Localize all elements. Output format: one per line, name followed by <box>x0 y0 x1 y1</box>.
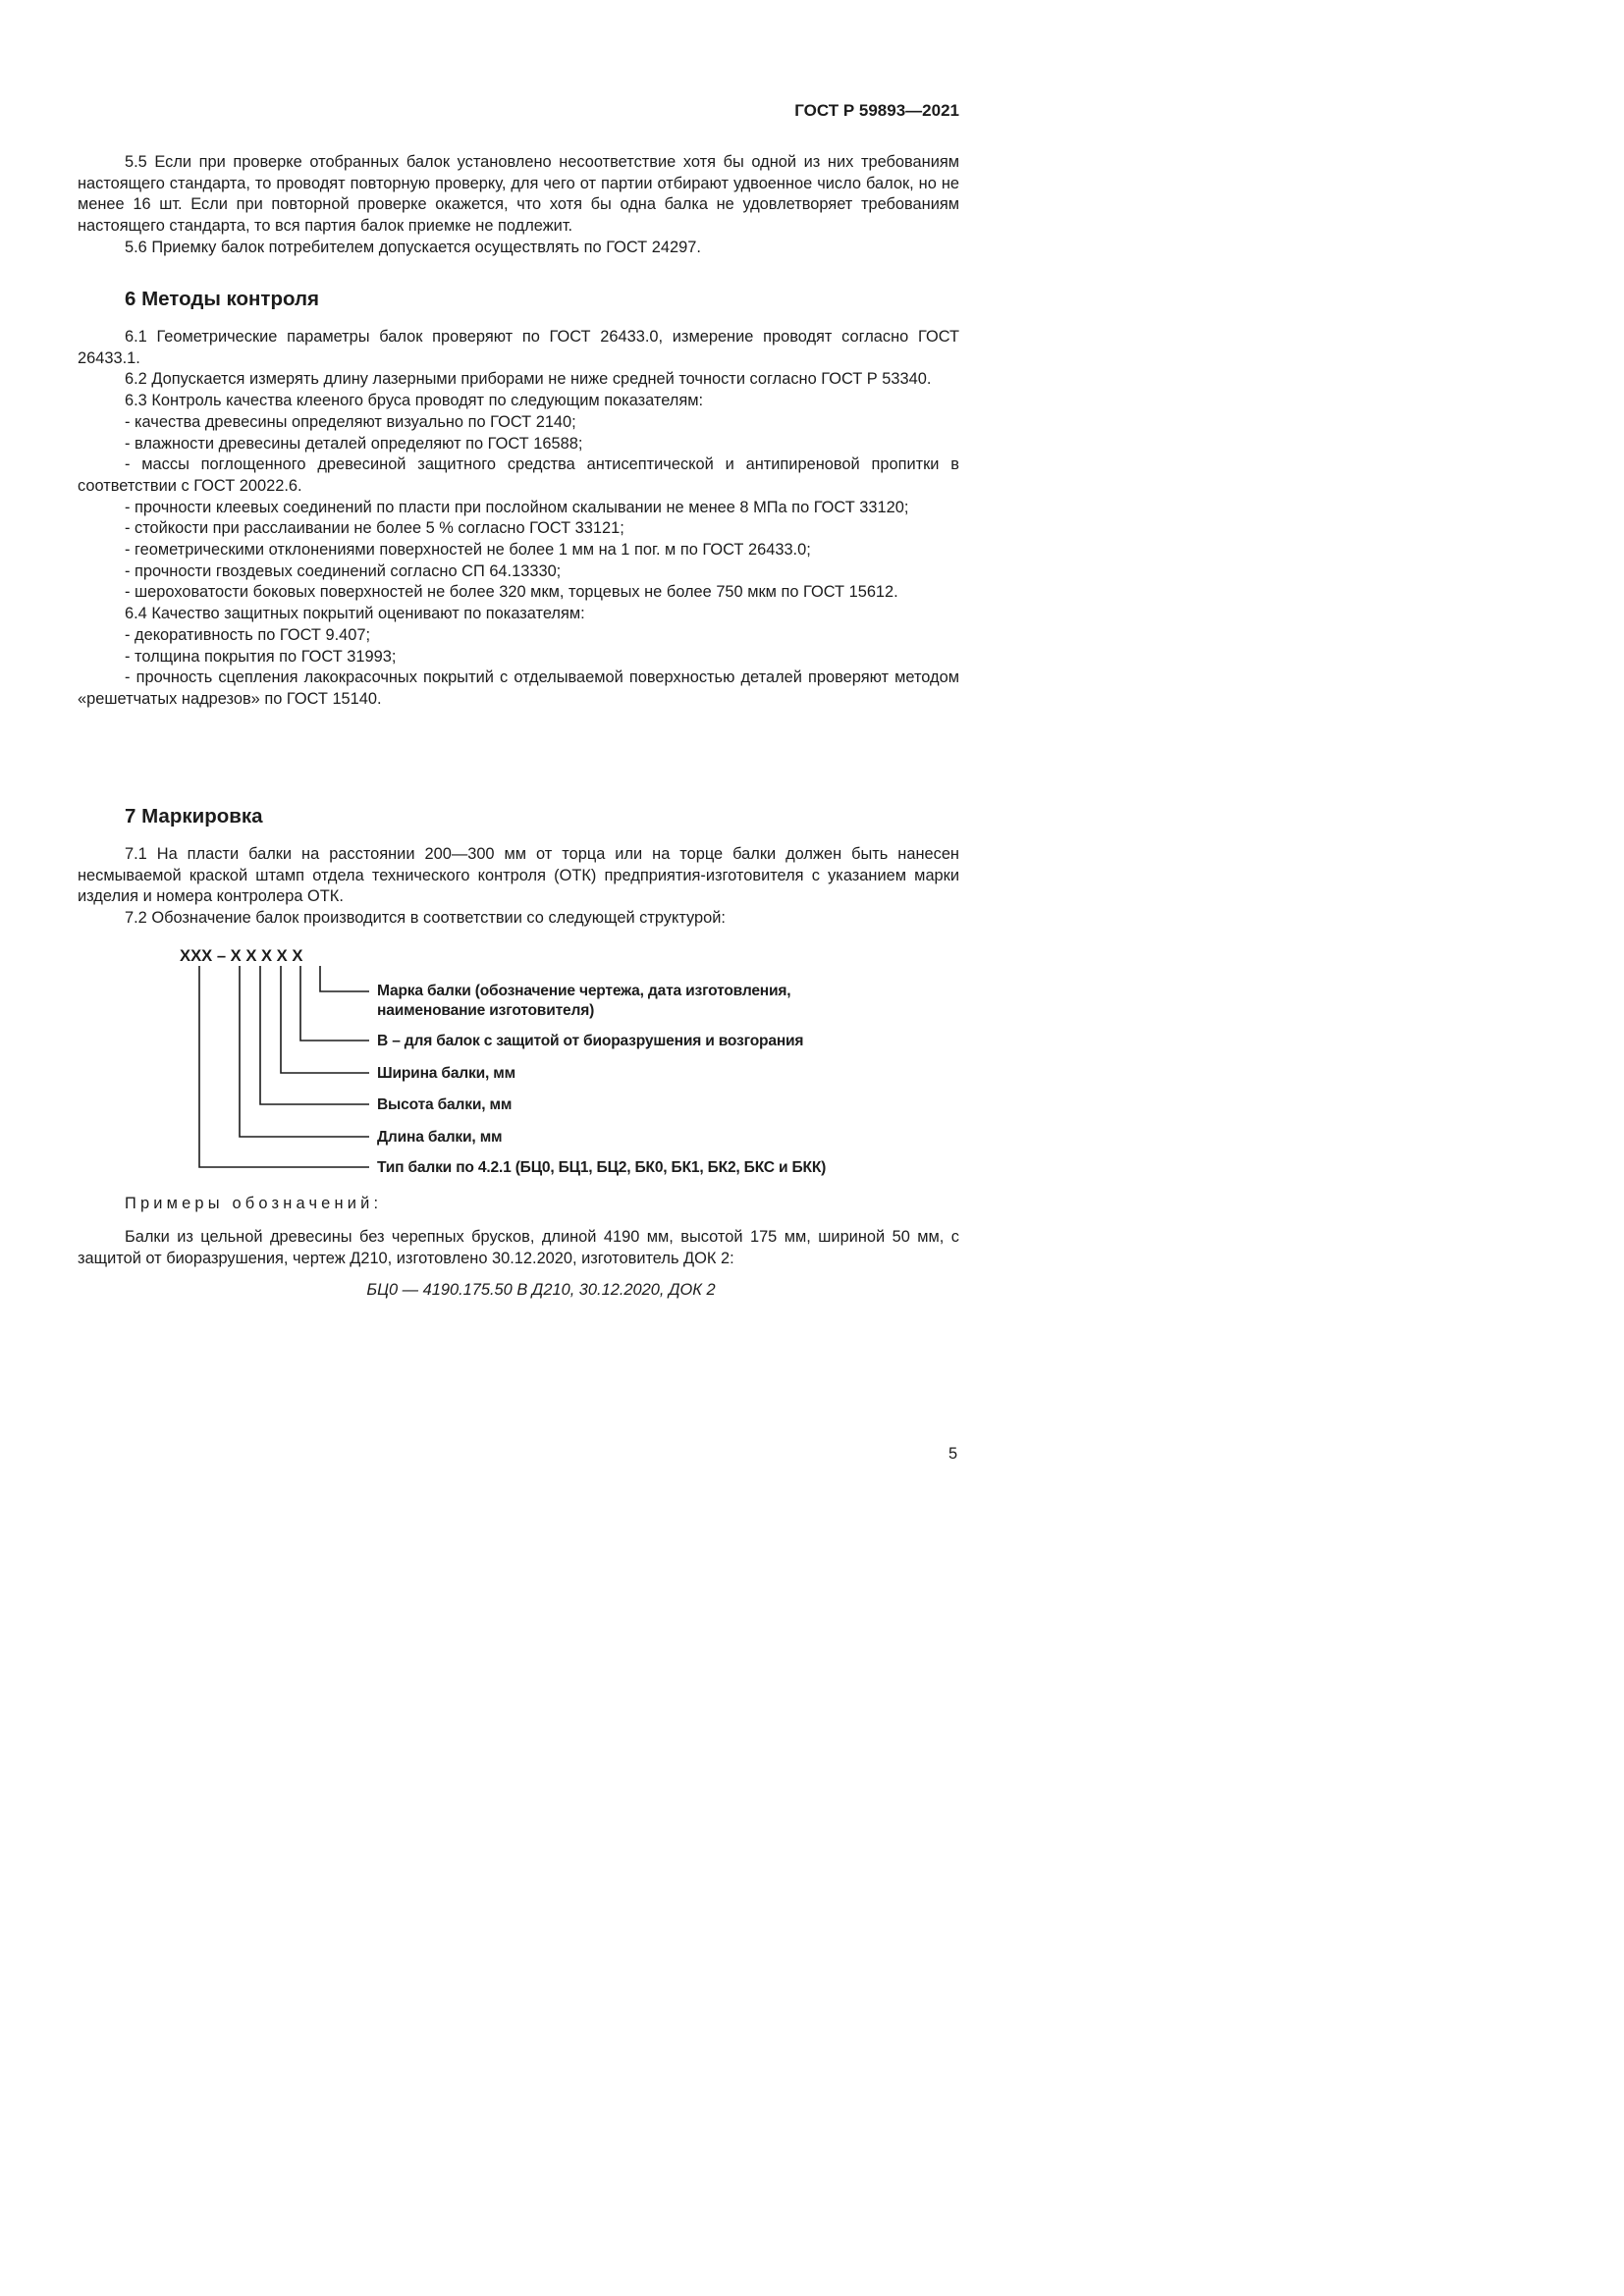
clause-7-2: 7.2 Обозначение балок производится в соответствии со следующей структурой: <box>125 909 726 928</box>
page-number: 5 <box>948 1445 958 1463</box>
list-item: - влажности древесины деталей определяют по ГОСТ 16588; <box>125 434 583 453</box>
example-block <box>78 1227 959 1269</box>
list-item: - декоративность по ГОСТ 9.407; <box>125 625 371 644</box>
section-7-title: 7 Маркировка <box>125 805 263 828</box>
clause-7-1: 7.1 На пласти балки на расстоянии 200—300 мм от торца или на торце балки должен быть нанесен несмываемой краской штамп отдела технического контроля (ОТК) предприятия-изготовителя с указанием марки изделия и номера контролера ОТК. <box>78 845 959 906</box>
list-item: - толщина покрытия по ГОСТ 31993; <box>125 647 397 666</box>
list-item: - геометрическими отклонениями поверхностей не более 1 мм на 1 пог. м по ГОСТ 26433.0; <box>125 541 811 560</box>
list-item: - прочности клеевых соединений по пласти при послойном скалывании не менее 8 МПа по ГОСТ 33120; <box>125 498 909 516</box>
clause-6-3: 6.3 Контроль качества клееного бруса проводят по следующим показателям: <box>125 392 704 410</box>
clause-6-4: 6.4 Качество защитных покрытий оценивают по показателям: <box>125 605 585 623</box>
list-item: - массы поглощенного древесиной защитного средства антисептической и антипиреновой пропитки в соответствии с ГОСТ 20022.6. <box>78 455 959 495</box>
list-item: - прочность сцепления лакокрасочных покрытий с отделываемой поверхностью деталей проверяют методом «решетчатых надрезов» по ГОСТ 15140. <box>78 668 959 708</box>
clause-5-6: 5.6 Приемку балок потребителем допускается осуществлять по ГОСТ 24297. <box>125 238 701 256</box>
label-beam-mark-cont: наименование изготовителя) <box>377 1002 595 1019</box>
example-text: Балки из цельной древесины без черепных брусков, длиной 4190 мм, высотой 175 мм, шириной 50 мм, с защитой от биоразрушения, чертеж Д210, изготовлено 30.12.2020, изготовитель ДОК 2: <box>78 1228 959 1267</box>
clause-5-5: 5.5 Если при проверке отобранных балок установлено несоответствие хотя бы одной из них требованиям настоящего стандарта, то проводят повторную проверку, для чего от партии отбирают удвоенное число балок, но не менее 16 шт. Если при повторной проверке окажется, что хотя бы одна балка не удовлетворяет требованиям настоящего стандарта, то вся партия балок приемке не подлежит. <box>78 153 959 236</box>
leader-line-protection <box>300 966 369 1041</box>
list-item: - прочности гвоздевых соединений согласно СП 64.13330; <box>125 561 562 580</box>
clause-6-2: 6.2 Допускается измерять длину лазерными приборами не ниже средней точности согласно ГОСТ Р 53340. <box>125 370 932 389</box>
list-item: - качества древесины определяют визуально по ГОСТ 2140; <box>125 412 576 431</box>
label-beam-mark: Марка балки (обозначение чертежа, дата изготовления, <box>377 983 791 999</box>
leader-line-height <box>260 966 369 1104</box>
examples-heading: Примеры обозначений: <box>125 1195 383 1212</box>
clause-6-1: 6.1 Геометрические параметры балок проверяют по ГОСТ 26433.0, измерение проводят согласно ГОСТ 26433.1. <box>78 328 959 367</box>
section-6-title: 6 Методы контроля <box>125 288 319 310</box>
label-length: Длина балки, мм <box>377 1129 503 1146</box>
leader-line-width <box>281 966 369 1073</box>
leader-line-mark <box>320 966 369 991</box>
label-protection: В – для балок с защитой от биоразрушения и возгорания <box>377 1033 804 1049</box>
label-height: Высота балки, мм <box>377 1096 513 1113</box>
label-width: Ширина балки, мм <box>377 1065 515 1082</box>
list-item: - стойкости при расслаивании не более 5 % согласно ГОСТ 33121; <box>125 519 624 538</box>
label-type: Тип балки по 4.2.1 (БЦ0, БЦ1, БЦ2, БК0, БК1, БК2, БКС и БКК) <box>377 1159 827 1176</box>
standard-header: ГОСТ Р 59893—2021 <box>794 101 959 120</box>
example-designation: БЦ0 — 4190.175.50 В Д210, 30.12.2020, ДОК 2 <box>366 1281 716 1299</box>
designation-code: ХХХ – Х Х Х Х Х <box>180 946 303 965</box>
list-item: - шероховатости боковых поверхностей не более 320 мкм, торцевых не более 750 мкм по ГОСТ 15612. <box>125 583 898 602</box>
